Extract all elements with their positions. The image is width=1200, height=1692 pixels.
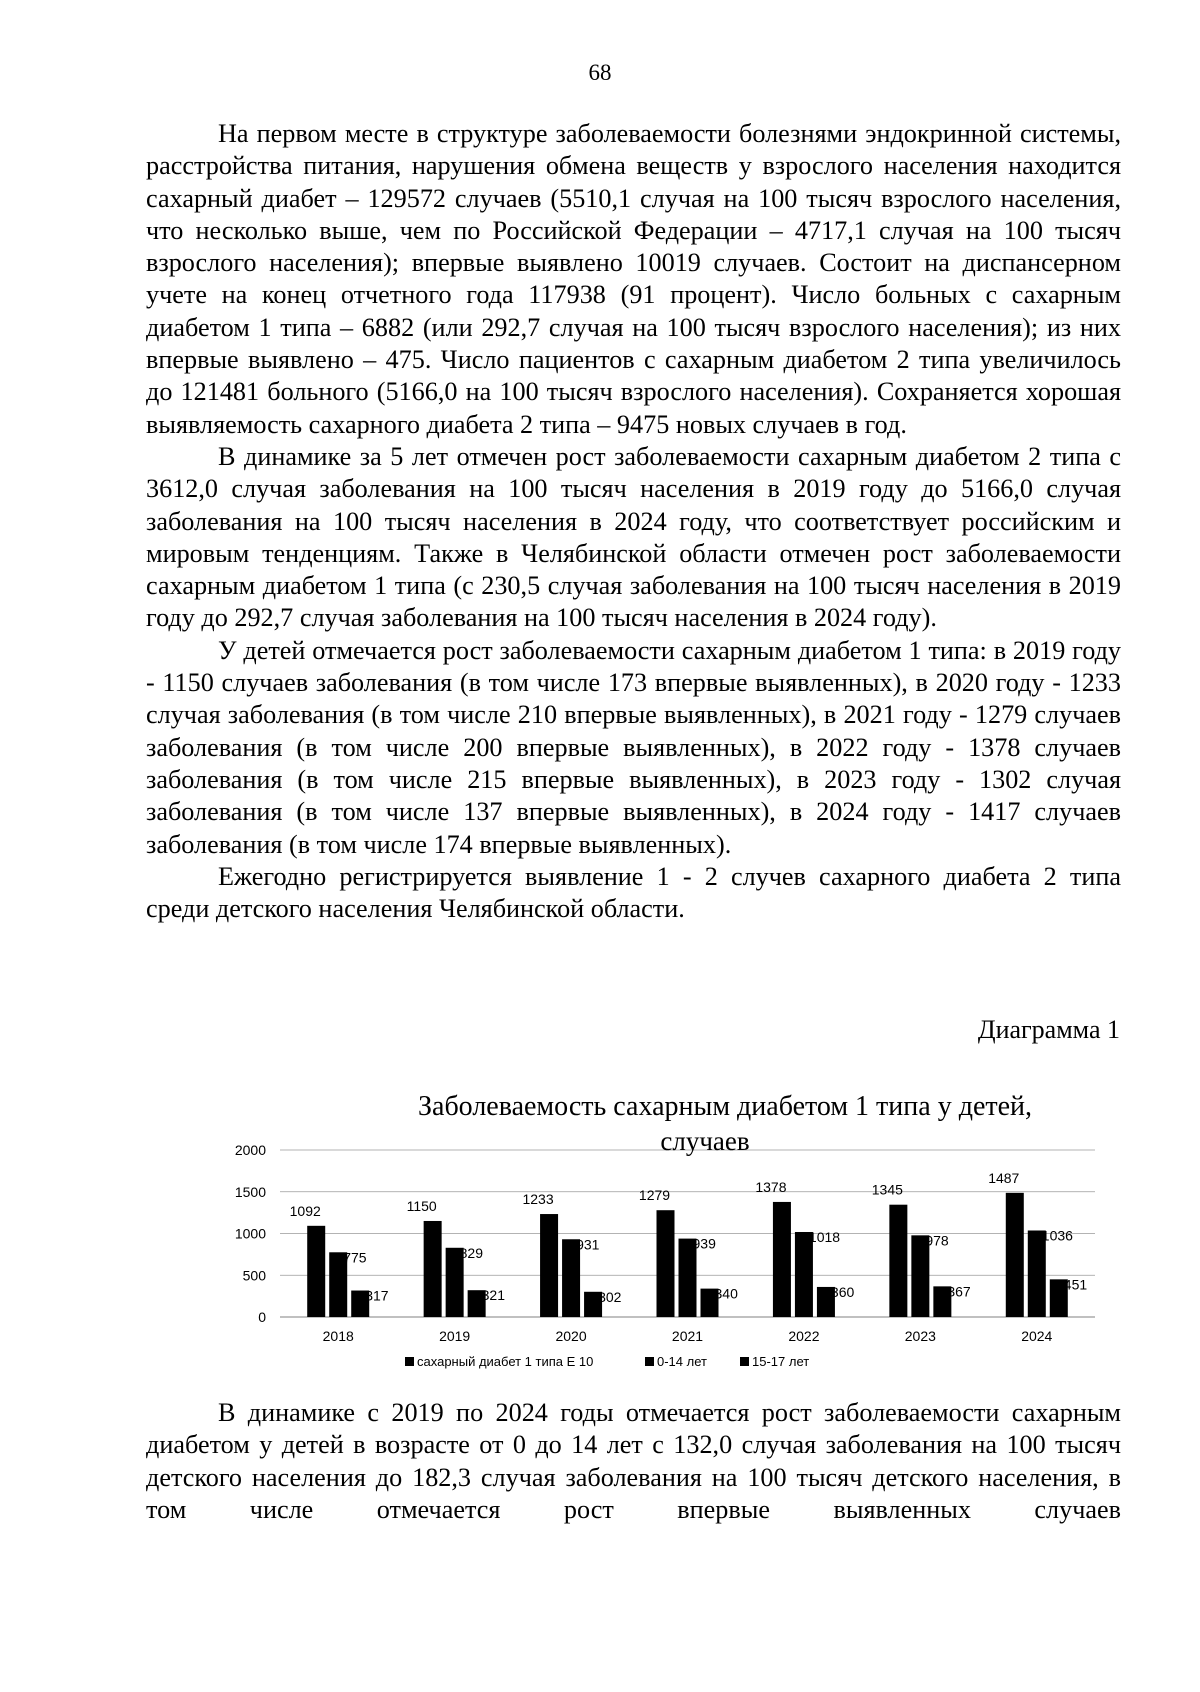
data-label: 360 [830,1283,855,1300]
y-tick-label: 500 [242,1267,266,1284]
y-tick-label: 2000 [234,1142,266,1158]
data-label: 1233 [522,1191,554,1208]
data-label: 1279 [638,1187,671,1204]
bar [540,1214,558,1317]
paragraph: В динамике за 5 лет отмечен рост заболеваемости сахарным диабетом 2 типа с 3612,0 случая заболевания на 100 тысяч населения в 2019 году до 5166,0 случая заболевания на 100 тысяч населения в 2024 году, что соответствует российским и мировым тенденциям. Также в Челябинской области отмечен рост заболеваемости сахарным диабетом 1 типа (с 230,5 случая заболевания на 100 тысяч населения в 2019 году до 292,7 случая заболевания на 100 тысяч населения в 2024 году). [146,441,1121,633]
body-text [146,118,1121,925]
x-tick-label: 2020 [555,1328,587,1344]
legend-swatch [405,1357,414,1366]
paragraph: Ежегодно регистрируется выявление 1 - 2 случев сахарного диабета 2 типа среди детского населения Челябинской области. [146,861,1121,924]
bar [773,1202,791,1317]
x-tick-label: 2022 [788,1328,820,1344]
bar [1006,1193,1024,1317]
bottom-text [146,1397,1121,1558]
data-label: 1345 [871,1181,903,1198]
bar [307,1226,325,1317]
legend-label: 15-17 лет [752,1354,810,1369]
paragraph: У детей отмечается рост заболеваемости сахарным диабетом 1 типа: в 2019 году - 1150 случаев заболевания (в том числе 173 впервые выявленных), в 2020 году - 1233 случая заболевания (в том числе 210 впервые выявленных), в 2021 году - 1279 случаев заболевания (в том числе 200 впервые выявленных), в 2022 году - 1378 случаев заболевания (в том числе 215 впервые выявленных), в 2023 году - 1302 случая заболевания (в том числе 137 впервые выявленных), в 2024 году - 1417 случаев заболевания (в том числе 174 впервые выявленных). [146,635,1121,859]
data-label: 1378 [755,1178,787,1195]
page-number: 68 [588,60,612,85]
y-tick-label: 0 [258,1309,266,1325]
data-label: 1150 [406,1197,437,1214]
diagram-caption: Диаграмма 1 [977,1015,1120,1044]
legend-swatch [740,1357,749,1366]
bar [657,1210,675,1317]
legend-label: сахарный диабет 1 типа Е 10 [417,1354,594,1369]
x-tick-label: 2024 [1021,1328,1053,1344]
data-label: 340 [714,1285,738,1302]
paragraph: На первом месте в структуре заболеваемости болезнями эндокринной системы, расстройства питания, нарушения обмена веществ у взрослого населения находится сахарный диабет – 129572 случаев (5510,1 случая на 100 тысяч взрослого населения, что несколько выше, чем по Российской Федерации – 4717,1 случая на 100 тысяч взрослого населения); впервые выявлено 10019 случаев. Состоит на диспансерном учете на конец отчетного года 117938 (91 процент). Число больных с сахарным диабетом 1 типа – 6882 (или 292,7 случая на 100 тысяч взрослого населения); из них впервые выявлено – 475. Число пациентов с сахарным диабетом 2 типа увеличилось до 121481 больного (5166,0 на 100 тысяч взрослого населения). Сохраняется хорошая выявляемость сахарного диабета 2 типа – 9475 новых случаев в год. [146,119,1121,439]
data-label: 978 [925,1232,949,1249]
x-tick-label: 2021 [671,1328,704,1344]
data-label: 367 [947,1283,971,1300]
data-label: 775 [343,1249,367,1266]
chart-title-line2: случаев [660,1126,750,1156]
paragraph: В динамике с 2019 по 2024 годы отмечается рост заболеваемости сахарным диабетом у детей в возрасте от 0 до 14 лет с 132,0 случая заболевания на 100 тысяч детского населения до 182,3 случая заболевания на 100 тысяч детского населения, в том числе отмечается рост впервые выявленных случаев [146,1398,1121,1524]
data-label: 302 [598,1288,622,1305]
data-label: 317 [365,1287,389,1304]
x-tick-label: 2019 [439,1328,471,1344]
data-label: 451 [1063,1276,1088,1293]
chart-title [225,1090,1105,1158]
data-label: 939 [692,1235,716,1252]
data-label: 321 [481,1287,506,1304]
x-tick-label: 2023 [904,1328,936,1344]
x-tick-label: 2018 [322,1328,354,1344]
bar [889,1205,907,1317]
data-label: 1018 [808,1228,841,1245]
data-label: 1036 [1041,1227,1073,1244]
y-tick-label: 1500 [234,1183,266,1200]
chart-title-line1: Заболеваемость сахарным диабетом 1 типа у детей, [417,1091,1033,1122]
data-label: 829 [459,1244,484,1261]
data-label: 1092 [289,1202,321,1219]
data-label: 1487 [988,1169,1020,1186]
data-label: 931 [576,1236,600,1253]
legend-label: 0-14 лет [657,1354,707,1369]
bar [424,1221,442,1317]
y-tick-label: 1000 [234,1225,266,1242]
legend-swatch [645,1357,654,1366]
